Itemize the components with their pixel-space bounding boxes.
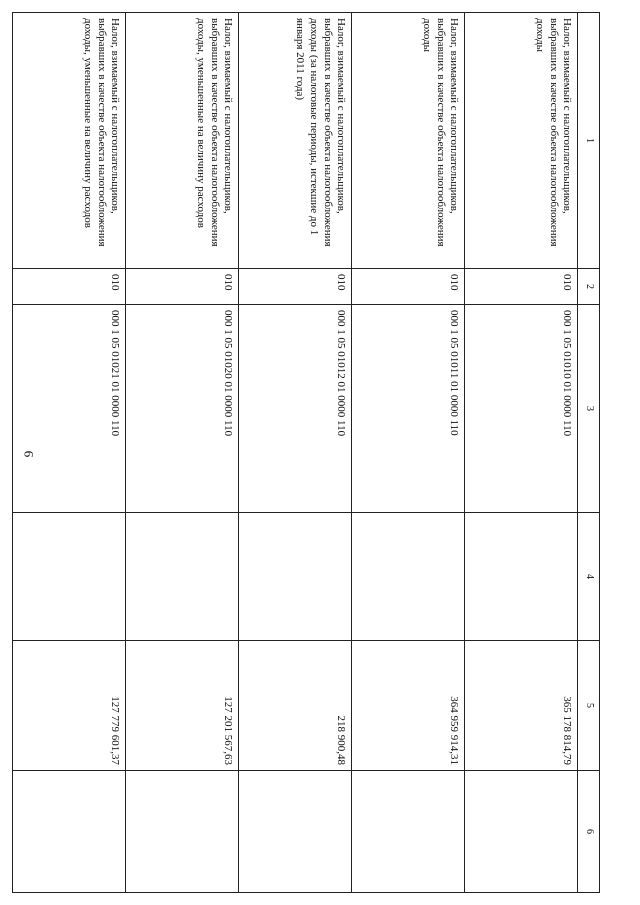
budget-classification-code: 000 1 05 01011 01 0000 110 [352,305,465,513]
column-number-1: 1 [578,13,600,269]
line-code: 010 [239,269,352,305]
column-6-cell [465,771,578,893]
indicator-name: Налог, взимаемый с налогоплательщиков, выбравших в качестве объекта налогообложения доходы [352,13,465,269]
amount-cell: 127 779 601,37 [13,641,126,771]
column-6-cell [239,771,352,893]
budget-classification-code: 000 1 05 01010 01 0000 110 [465,305,578,513]
table-row [352,13,465,893]
line-code: 010 [126,269,239,305]
column-number-6: 6 [578,771,600,893]
column-4-cell [352,513,465,641]
column-4-cell [239,513,352,641]
column-4-cell [126,513,239,641]
budget-classification-code: 000 1 05 01020 01 0000 110 [126,305,239,513]
column-number-2: 2 [578,269,600,305]
column-4-cell [465,513,578,641]
column-6-cell [126,771,239,893]
column-number-3: 3 [578,305,600,513]
budget-report-table [13,12,601,893]
indicator-name: Налог, взимаемый с налогоплательщиков, выбравших в качестве объекта налогообложения доходы (за налоговые периоды, истекшие до 1 января 2011 года) [239,13,352,269]
indicator-name: Налог, взимаемый с налогоплательщиков, выбравших в качестве объекта налогообложения доходы, уменьшенные на величину расходов [126,13,239,269]
budget-classification-code: 000 1 05 01021 01 0000 110 [13,305,126,513]
amount-cell: 365 178 814,79 [465,641,578,771]
column-number-5: 5 [578,641,600,771]
column-6-cell [352,771,465,893]
amount-cell: 218 900,48 [239,641,352,771]
table-row [13,13,126,893]
column-6-cell [13,771,126,893]
table-row [126,13,239,893]
amount-cell: 127 201 567,63 [126,641,239,771]
line-code: 010 [352,269,465,305]
page-number: 9 [21,450,36,458]
line-code: 010 [13,269,126,305]
budget-classification-code: 000 1 05 01012 01 0000 110 [239,305,352,513]
table-row [465,13,578,893]
indicator-name: Налог, взимаемый с налогоплательщиков, выбравших в качестве объекта налогообложения доходы, уменьшенные на величину расходов [13,13,126,269]
line-code: 010 [465,269,578,305]
column-number-4: 4 [578,513,600,641]
indicator-name: Налог, взимаемый с налогоплательщиков, выбравших в качестве объекта налогообложения доходы [465,13,578,269]
column-number-row [578,13,600,893]
amount-cell: 364 959 914,31 [352,641,465,771]
column-4-cell [13,513,126,641]
table-row [239,13,352,893]
